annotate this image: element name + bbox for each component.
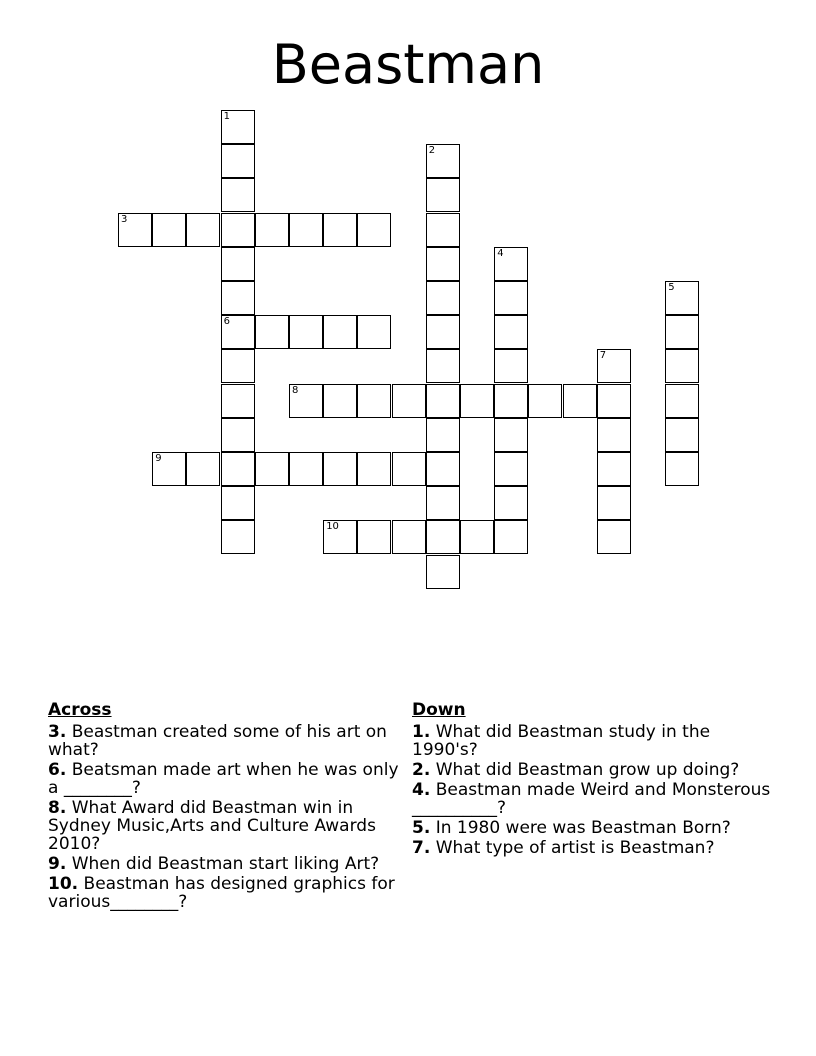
clue-text: What did Beastman study in the 1990's? [412,722,711,760]
cell-number: 3 [121,213,128,225]
clue-text: What did Beastman grow up doing? [430,760,740,780]
grid-cell[interactable] [221,520,255,554]
grid-cell[interactable] [289,315,323,349]
grid-cell[interactable] [118,213,152,247]
grid-cell[interactable] [426,452,460,486]
grid-cell[interactable] [255,315,289,349]
grid-cell[interactable] [289,452,323,486]
grid-cell[interactable] [460,384,494,418]
grid-cell[interactable] [426,178,460,212]
clue-number: 7. [412,838,431,858]
grid-cell[interactable] [597,384,631,418]
down-clue [412,781,772,817]
clue-number: 6. [48,760,67,780]
grid-cell[interactable] [289,213,323,247]
grid-cell[interactable] [323,520,357,554]
grid-cell[interactable] [426,144,460,178]
grid-cell[interactable] [563,384,597,418]
grid-cell[interactable] [426,384,460,418]
clue-text: In 1980 were was Beastman Born? [430,818,731,838]
grid-cell[interactable] [392,520,426,554]
grid-cell[interactable] [597,418,631,452]
cell-number: 4 [497,247,504,259]
clue-number: 1. [412,722,431,742]
grid-cell[interactable] [426,418,460,452]
grid-cell[interactable] [221,384,255,418]
grid-cell[interactable] [221,178,255,212]
grid-cell[interactable] [494,384,528,418]
grid-cell[interactable] [665,418,699,452]
grid-cell[interactable] [221,452,255,486]
grid-cell[interactable] [426,247,460,281]
grid-cell[interactable] [289,384,323,418]
clue-text: What type of artist is Beastman? [430,838,715,858]
down-clue [412,723,772,759]
grid-cell[interactable] [255,452,289,486]
grid-cell[interactable] [426,520,460,554]
grid-cell[interactable] [494,247,528,281]
grid-cell[interactable] [221,315,255,349]
grid-cell[interactable] [665,349,699,383]
grid-cell[interactable] [357,452,391,486]
grid-cell[interactable] [221,486,255,520]
grid-cell[interactable] [494,281,528,315]
across-clue [48,875,403,911]
grid-cell[interactable] [597,486,631,520]
grid-cell[interactable] [221,281,255,315]
clue-text: Beastman has designed graphics for various________? [48,874,395,912]
cell-number: 2 [428,145,436,157]
grid-cell[interactable] [494,349,528,383]
grid-cell[interactable] [597,520,631,554]
grid-cell[interactable] [152,452,186,486]
down-clue [412,819,772,837]
grid-cell[interactable] [323,315,357,349]
grid-cell[interactable] [460,520,494,554]
grid-cell[interactable] [221,247,255,281]
grid-cell[interactable] [665,452,699,486]
clue-text: Beastman created some of his art on what? [48,722,387,760]
grid-cell[interactable] [357,520,391,554]
grid-cell[interactable] [323,452,357,486]
clue-number: 3. [48,722,67,742]
puzzle-title: Beastman [271,33,545,96]
grid-cell[interactable] [357,213,391,247]
grid-cell[interactable] [426,213,460,247]
down-heading: Down [412,700,466,720]
grid-cell[interactable] [426,315,460,349]
grid-cell[interactable] [494,418,528,452]
clue-text: When did Beastman start liking Art? [66,854,380,874]
clue-text: Beastman made Weird and Monsterous __________? [412,780,771,818]
cell-number: 6 [223,316,230,328]
across-clue [48,855,403,873]
down-clue [412,761,772,779]
grid-cell[interactable] [152,213,186,247]
grid-cell[interactable] [494,520,528,554]
grid-cell[interactable] [494,315,528,349]
grid-cell[interactable] [221,418,255,452]
clue-number: 9. [48,854,67,874]
across-clue [48,761,403,797]
grid-cell[interactable] [597,452,631,486]
clue-number: 4. [412,780,431,800]
grid-cell[interactable] [221,110,255,144]
clue-text: What Award did Beastman win in Sydney Music,Arts and Culture Awards 2010? [48,798,376,854]
grid-cell[interactable] [186,213,220,247]
clue-number: 10. [48,874,79,894]
across-heading: Across [48,700,112,720]
grid-cell[interactable] [323,384,357,418]
across-clue [48,799,403,853]
grid-cell[interactable] [221,144,255,178]
across-clues [48,701,403,913]
clue-number: 8. [48,798,67,818]
grid-cell[interactable] [528,384,562,418]
cell-number: 10 [326,521,339,533]
clue-number: 5. [412,818,431,838]
grid-cell[interactable] [665,281,699,315]
grid-cell[interactable] [426,486,460,520]
grid-cell[interactable] [426,281,460,315]
grid-cell[interactable] [357,315,391,349]
clue-number: 2. [412,760,431,780]
grid-cell[interactable] [221,349,255,383]
grid-cell[interactable] [494,452,528,486]
down-clues [412,701,772,859]
across-clue [48,723,403,759]
grid-cell[interactable] [323,213,357,247]
clue-text: Beatsman made art when he was only a ________? [48,760,399,798]
cell-number: 1 [223,111,230,122]
grid-cell[interactable] [221,213,255,247]
grid-cell[interactable] [597,349,631,383]
grid-cell[interactable] [357,384,391,418]
cell-number: 5 [668,282,675,293]
grid-cell[interactable] [392,452,426,486]
grid-cell[interactable] [186,452,220,486]
grid-cell[interactable] [665,315,699,349]
cell-number: 7 [599,350,607,362]
grid-cell[interactable] [392,384,426,418]
grid-cell[interactable] [426,349,460,383]
down-clue [412,839,772,857]
grid-cell[interactable] [494,486,528,520]
grid-cell[interactable] [255,213,289,247]
grid-cell[interactable] [665,384,699,418]
grid-cell[interactable] [426,555,460,589]
cell-number: 9 [155,453,162,464]
cell-number: 8 [292,384,299,396]
